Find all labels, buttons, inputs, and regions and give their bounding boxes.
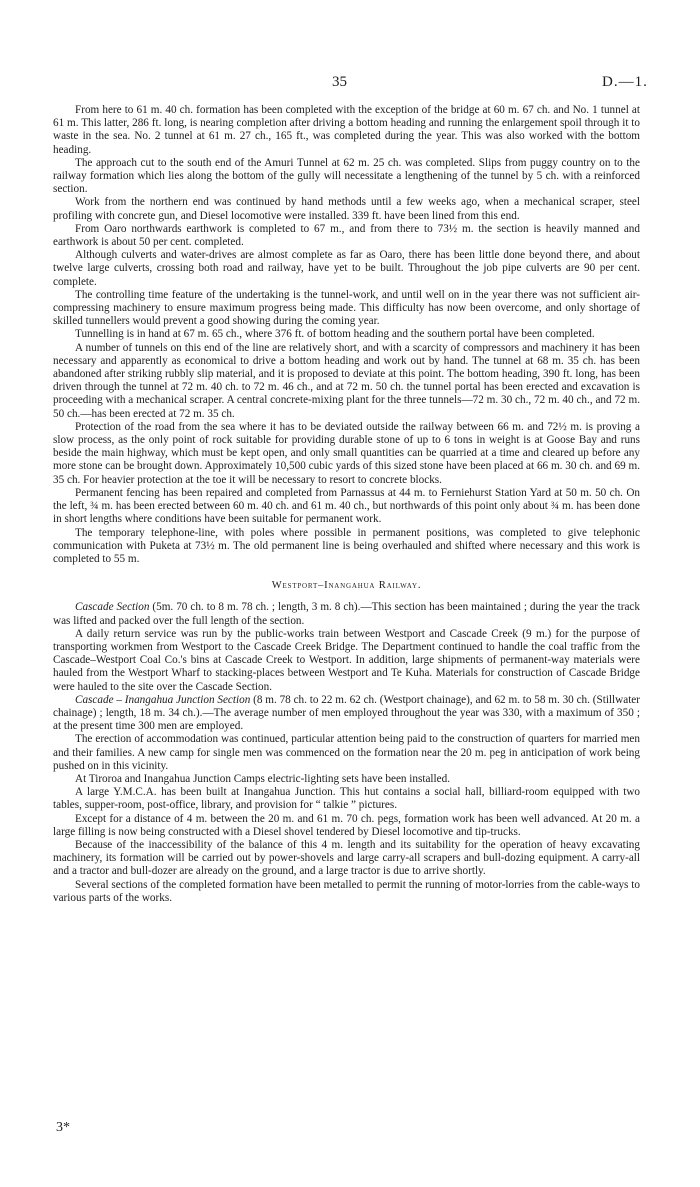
- paragraph: Work from the northern end was continued by hand methods until a few weeks ago, when a mechanical scraper, steel profiling with concrete gun, and Diesel locomotive were installed. 339 ft. have been lined from this end.: [53, 196, 640, 222]
- cascade-section-text: (5m. 70 ch. to 8 m. 78 ch. ; length, 3 m. 8 ch).—This section has been maintained ; during the year the track was lifted and packed over the full length of the section.: [53, 601, 640, 627]
- page-header: [0, 74, 700, 94]
- paragraph: At Tiroroa and Inangahua Junction Camps electric-lighting sets have been installed.: [75, 772, 451, 785]
- section-heading: Westport–Inangahua Railway.: [271, 580, 422, 592]
- paragraph: Protection of the road from the sea where it has to be deviated outside the railway between 66 m. and 72½ m. is proving a slow process, as the only point of rock suitable for providing durable stone of up to 6 tons in weight is at Goose Bay and runs beside the main highway, which must be kept open, and only small quantities can be quarried at a time and cleared up before any more stone can be brought down. Approximately 10,500 cubic yards of this sized stone have been placed at 66 m. 30 ch. and 69 m. 35 ch. For heavier protection at the toe it will be necessary to resort to concrete blocks.: [53, 420, 640, 486]
- paragraph: The erection of accommodation was continued, particular attention being paid to the construction of quarters for married men and their families. A new camp for single men was commenced on the formation near the 20 m. peg in anticipation of work being pushed on in this vicinity.: [53, 733, 640, 772]
- paragraph: The approach cut to the south end of the Amuri Tunnel at 62 m. 25 ch. was completed. Slips from puggy country on to the railway formation which lies along the bottom of the gully will necessitate a lengthening of the tunnel by 5 ch. with a reinforced section.: [53, 156, 640, 196]
- paragraph: Several sections of the completed formation have been metalled to permit the running of motor-lorries from the cable-ways to various parts of the works.: [53, 878, 640, 904]
- paragraph: The temporary telephone-line, with poles where possible in permanent positions, was completed to give telephonic communication with Puketa at 73½ m. The old permanent line is being overhauled and shifted where necessary and this work is completed to 55 m.: [53, 526, 640, 565]
- paragraph: From Oaro northwards earthwork is completed to 67 m., and from there to 73½ m. the section is heavily manned and earthwork is about 50 per cent. completed.: [53, 222, 640, 249]
- paragraph: Tunnelling is in hand at 67 m. 65 ch., where 376 ft. of bottom heading and the southern portal have been completed.: [75, 328, 595, 341]
- junction-section-paragraph: [53, 694, 640, 734]
- paragraph: A number of tunnels on this end of the line are relatively short, and with a scarcity of compressors and machinery it has been necessary and apparently as economical to drive a bottom heading and work out by hand. The tunnel at 68 m. 35 ch. has been abandoned after striking rubbly slip material, and it is proposed to deviate at this point. The bottom heading, 390 ft. long, has been driven through the tunnel at 72 m. 40 ch. to 72 m. 46 ch., and at 72 m. 50 ch. the tunnel portal has been erected and excavation is proceeding with a mechanical scraper. A central concrete-mixing plant for the three tunnels—72 m. 30 ch., 72 m. 40 ch., and 72 m. 50 ch.—has been erected at 72 m. 35 ch.: [53, 341, 640, 420]
- paragraph: The controlling time feature of the undertaking is the tunnel-work, and until well on in the year there was not sufficient air-compressing machinery to ensure maximum progress being made. This difficulty has now been overcome, and only shortage of skilled tunnellers would prevent a good showing during the coming year.: [53, 288, 640, 328]
- page-number: 35: [332, 74, 347, 90]
- paragraph: Except for a distance of 4 m. between the 20 m. and 61 m. 70 ch. pegs, formation work has been well advanced. At 20 m. a large filling is now being constructed with a Diesel shovel tendered by Diesel locomotive and tip-trucks.: [53, 812, 640, 838]
- paragraph: A large Y.M.C.A. has been built at Inangahua Junction. This hut contains a social hall, billiard-room equipped with two tables, supper-room, post-office, library, and provision for “ talkie ” pictures.: [53, 786, 640, 812]
- paragraph: A daily return service was run by the public-works train between Westport and Cascade Creek (9 m.) for the purpose of transporting workmen from Westport to the Cascade Creek Bridge. The Department continued to handle the coal traffic from the Cascade–Westport Coal Co.'s bins at Cascade Creek to Westport. In addition, large shipments of permanent-way materials were hauled from the Westport Wharf to stacking-places between Westport and Te Kuha. Materials for construction of Cascade Bridge were hauled to the site over the Cascade Section.: [53, 627, 640, 693]
- document-body: [53, 104, 640, 905]
- paragraph: From here to 61 m. 40 ch. formation has been completed with the exception of the bridge at 60 m. 67 ch. and No. 1 tunnel at 61 m. This latter, 286 ft. long, is nearing completion after driving a bottom heading and running the enlargement spoil through it to waste in the sea. No. 2 tunnel at 61 m. 27 ch., 165 ft., was completed during the year. This was also worked with the bottom heading.: [53, 104, 640, 156]
- cascade-section-lead: Cascade Section: [75, 601, 150, 614]
- paragraph: Because of the inaccessibility of the balance of this 4 m. length and its suitability for the operation of heavy excavating machinery, its formation will be carried out by power-shovels and large carry-all scrapers and bull-dozing equipment. A carry-all and a tractor and bull-dozer are already on the ground, and a large tractor is due to arrive shortly.: [53, 838, 640, 878]
- paragraph: Permanent fencing has been repaired and completed from Parnassus at 44 m. to Ferniehurst Station Yard at 50 m. 50 ch. On the left, ¾ m. has been erected between 60 m. 40 ch. and 61 m. 40 ch., but northwards of this point only about ¾ m. has been done in short lengths where conditions have been suitable for permanent work.: [53, 486, 640, 526]
- junction-section-lead: Cascade – Inangahua Junction Section: [75, 693, 251, 706]
- junction-section-text: (8 m. 78 ch. to 22 m. 62 ch. (Westport chainage), and 62 m. to 58 m. 30 ch. (Stillwater chainage) ; length, 18 m. 34 ch.).—The average number of men employed throughout the year was 330, with a maximum of 350 ; at the present time 300 men are employed.: [53, 693, 640, 733]
- document-reference: D.—1.: [602, 74, 648, 90]
- signature-mark: 3*: [56, 1120, 70, 1135]
- cascade-section-paragraph: [53, 601, 640, 627]
- paragraph: Although culverts and water-drives are almost complete as far as Oaro, there has been little done beyond there, and about twelve large culverts, crossing both road and railway, have yet to be built. Throughout the job pipe culverts are 90 per cent. complete.: [53, 249, 640, 288]
